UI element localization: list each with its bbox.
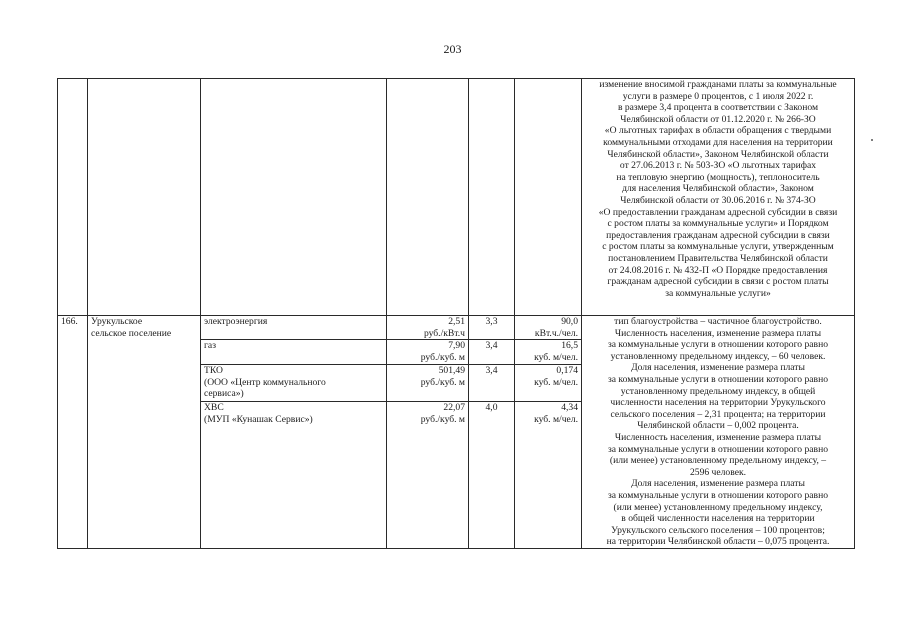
service-tariff: 22,07 руб./куб. м [387, 402, 469, 549]
service-increase: 4,0 [469, 402, 515, 549]
continuation-text: изменение вносимой гражданами платы за коммунальные услуги в размере 0 процентов, с 1 июля 2022 г. в размере 3,4 процента в соответствии с Законом Челябинской области от 01.12.2020 г. № 266-ЗО «О льготных тарифах в области обращения с твердыми коммунальными отходами для населения на территории Челябинской области», Законом Челябинской области от 27.06.2013 г. № 503-ЗО «О льготных тарифах на тепловую энергию (мощность), теплоноситель для населения Челябинской области», Законом Челябинской области от 30.06.2016 г. № 374-ЗО «О предоставлении гражданам адресной субсидии в связи с ростом платы за коммунальные услуги» и Порядком предоставления гражданам адресной субсидии в связи с ростом платы за коммунальные услуги, утвержденным постановлением Правительства Челябинской области от 24.08.2016 г. № 432-П «О Порядке предоставления гражданам адресной субсидии в связи с ростом платы за коммунальные услуги» [582, 79, 855, 316]
entry-description: тип благоустройства – частичное благоустройство. Численность населения, изменение размера платы за коммунальные услуги в отношении которого равно установленному предельному индексу, – 60 человек. Доля населения, изменение размера платы за коммунальные услуги в отношении которого равно установленному предельному индексу, в общей численности населения на территории Урукульского сельского поселения – 2,31 процента; на территории Челябинской области – 0,002 процента. Численность населения, изменение размера платы за коммунальные услуги в отношении которого равно (или менее) установленному предельному индексу, – 2596 человек. Доля населения, изменение размера платы за коммунальные услуги в отношении которого равно (или менее) установленному предельному индексу, в общей численности населения на территории Урукульского сельского поселения – 100 процентов; на территории Челябинской области – 0,075 процента. [582, 316, 855, 549]
service-name: электроэнергия [201, 316, 387, 340]
service-tariff: 501,49 руб./куб. м [387, 365, 469, 402]
cell-number-empty [58, 79, 88, 316]
service-increase: 3,3 [469, 316, 515, 340]
service-increase: 3,4 [469, 340, 515, 365]
page-number: 203 [443, 42, 462, 56]
cell-service-empty [201, 79, 387, 316]
scan-speck [871, 139, 873, 141]
settlement-name: Урукульское сельское поселение [88, 316, 201, 549]
entry-number: 166. [58, 316, 88, 549]
service-standard: 16,5 куб. м/чел. [515, 340, 582, 365]
service-name: ХВС (МУП «Кунашак Сервис») [201, 402, 387, 549]
service-name: ТКО (ООО «Центр коммунального сервиса») [201, 365, 387, 402]
service-tariff: 2,51 руб./кВт.ч [387, 316, 469, 340]
subsidy-table [57, 78, 855, 549]
cell-settlement-empty [88, 79, 201, 316]
cell-increase-empty [469, 79, 515, 316]
service-standard: 4,34 куб. м/чел. [515, 402, 582, 549]
service-standard: 90,0 кВт.ч./чел. [515, 316, 582, 340]
service-increase: 3,4 [469, 365, 515, 402]
cell-tariff-empty [387, 79, 469, 316]
table-row-continuation [58, 79, 855, 316]
service-name: газ [201, 340, 387, 365]
cell-standard-empty [515, 79, 582, 316]
service-tariff: 7,90 руб./куб. м [387, 340, 469, 365]
service-standard: 0,174 куб. м/чел. [515, 365, 582, 402]
table-row-electricity [58, 316, 855, 340]
